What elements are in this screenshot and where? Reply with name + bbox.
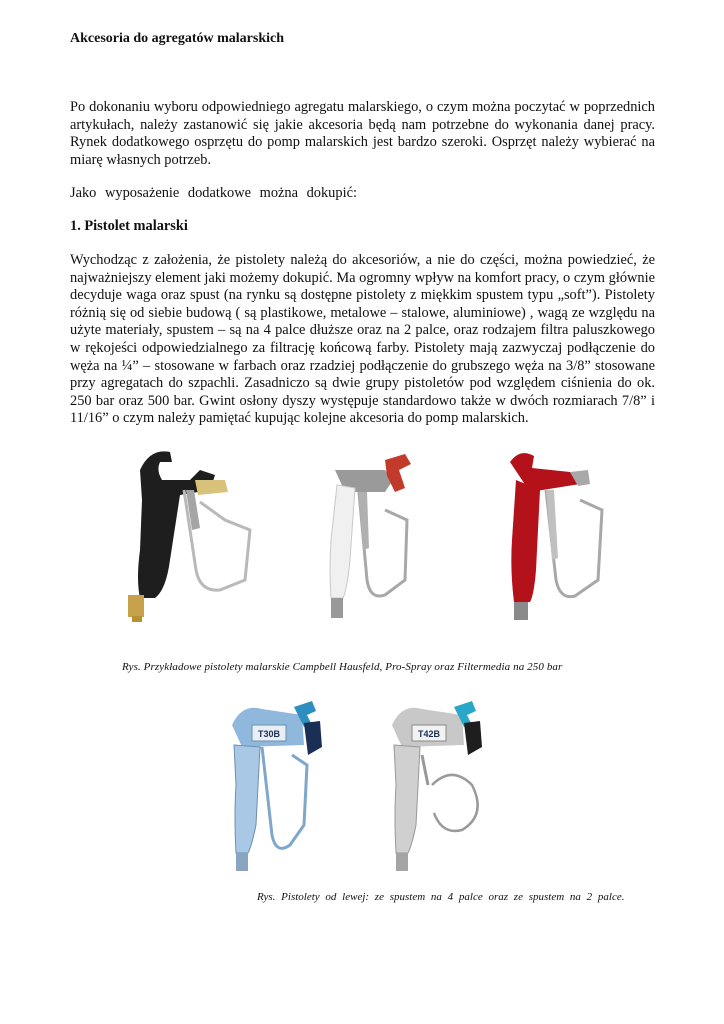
extra-paragraph: Jako wyposażenie dodatkowe można dokupić: xyxy=(70,185,357,201)
document-page xyxy=(70,30,655,427)
gun-model-label-2: T42B xyxy=(417,729,441,739)
spray-gun-4-finger-image xyxy=(232,701,322,871)
document-title: Akcesoria do agregatów malarskich xyxy=(70,31,284,46)
figure-1-caption: Rys. Przykładowe pistolety malarskie Campbell Hausfeld, Pro-Spray oraz Filtermedia na 250 bar xyxy=(122,661,563,673)
spray-gun-2-finger-image xyxy=(392,701,482,871)
black-spray-gun-image xyxy=(128,451,250,622)
spray-guns-figure-1 xyxy=(100,440,660,628)
white-spray-gun-image xyxy=(330,454,411,618)
section-heading: 1. Pistolet malarski xyxy=(70,218,188,234)
spray-guns-figure-2 xyxy=(212,695,532,875)
gun-model-label-1: T30B xyxy=(257,729,281,739)
figure-2-caption: Rys. Pistolety od lewej: ze spustem na 4 palce oraz ze spustem na 2 palce. xyxy=(257,891,625,903)
intro-paragraph: Po dokonaniu wyboru odpowiedniego agregatu malarskiego, o czym można poczytać w poprzednich artykułach, należy zastanowić się jakie akcesoria będą nam potrzebne do wykonania danej pracy. Rynek dodatkowego osprzętu do pomp malarskich jest bardzo szeroki. Osprzęt należy wybierać na miarę własnych potrzeb. xyxy=(70,99,655,168)
red-spray-gun-image xyxy=(510,453,602,620)
section-paragraph: Wychodząc z założenia, że pistolety należą do akcesoriów, a nie do części, można powiedzieć, że najważniejszy element jaki możemy dokupić. Ma ogromny wpływ na komfort pracy, o czym głównie decyduje waga oraz spust (na rynku są dostępne pistolety z miękkim spustem typu „soft”). Pistolety różnią się od siebie budową ( są plastikowe, metalowe – stalowe, aluminiowe) , wagą ze względu na użyte materiały, spustem – są na 4 palce dłuższe oraz na 2 palce, oraz rodzajem filtra paluszkowego w rękojeści odpowiedzialnego za filtrację końcową farby. Pistolety mają zazwyczaj podłączenie do węża na ¼” – stosowane w farbach oraz rzadziej podłączenie do grubszego węża na 3/8” stosowane przy agregatach do szpachli. Zasadniczo są dwie grupy pistoletów pod względem ciśnienia do ok. 250 bar oraz 500 bar. Gwint osłony dyszy występuje standardowo także w dwóch rozmiarach 7/8” i 11/16” o czym należy pamiętać kupując kolejne akcesoria do pomp malarskich. xyxy=(70,252,655,427)
